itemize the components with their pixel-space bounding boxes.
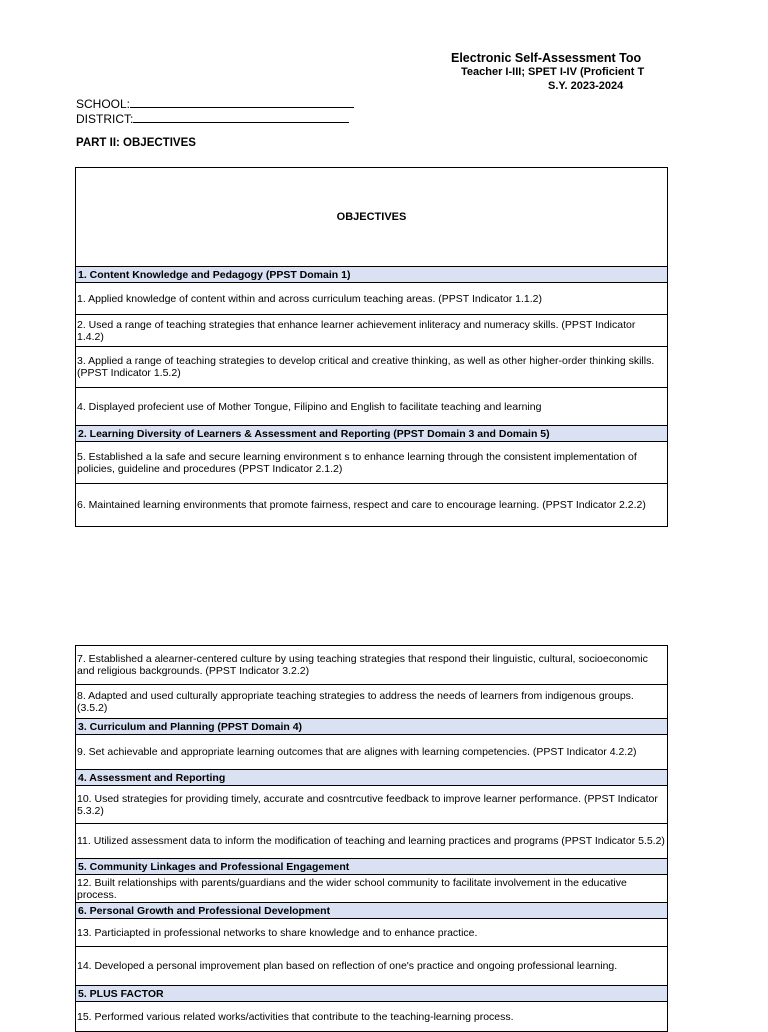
document-subtitle: Teacher I-III; SPET I-IV (Proficient T — [461, 66, 645, 78]
domain-heading-row: 2. Learning Diversity of Learners & Assessment and Reporting (PPST Domain 3 and Domain 5) — [76, 426, 667, 442]
district-label: DISTRICT: — [76, 112, 134, 126]
objective-row: 1. Applied knowledge of content within and across curriculum teaching areas. (PPST Indicator 1.1.2) — [76, 283, 667, 315]
objectives-table-page-2 — [75, 645, 668, 1032]
objective-row: 10. Used strategies for providing timely, accurate and cosntrcutive feedback to improve learner performance. (PPST Indicator 5.3.2) — [76, 786, 667, 824]
objective-row: 5. Established a la safe and secure learning environment s to enhance learning through the consistent implementation of policies, guideline and procedures (PPST Indicator 2.1.2) — [76, 442, 667, 484]
domain-heading-row: 6. Personal Growth and Professional Development — [76, 903, 667, 919]
school-blank-line[interactable] — [130, 96, 354, 108]
domain-heading-row: 1. Content Knowledge and Pedagogy (PPST Domain 1) — [76, 267, 667, 283]
objective-row: 13. Particiapted in professional networks to share knowledge and to enhance practice. — [76, 919, 667, 947]
objective-row: 6. Maintained learning environments that promote fairness, respect and care to encourage learning. (PPST Indicator 2.2.2) — [76, 484, 667, 527]
part-title: PART II: OBJECTIVES — [76, 137, 196, 149]
domain-heading-row: 4. Assessment and Reporting — [76, 770, 667, 786]
objective-row: 3. Applied a range of teaching strategies to develop critical and creative thinking, as well as other higher-order thinking skills. (PPST Indicator 1.5.2) — [76, 347, 667, 388]
objective-row: 7. Established a alearner-centered culture by using teaching strategies that respond their linguistic, cultural, socioeconomic and religious backgrounds. (PPST Indicator 3.2.2) — [76, 646, 667, 685]
district-blank-line[interactable] — [133, 111, 349, 123]
domain-heading-row: 3. Curriculum and Planning (PPST Domain 4) — [76, 719, 667, 735]
objective-row: 11. Utilized assessment data to inform the modification of teaching and learning practices and programs (PPST Indicator 5.5.2) — [76, 824, 667, 859]
document-heading — [0, 0, 768, 100]
objective-row: 15. Performed various related works/activities that contribute to the teaching-learning process. — [76, 1002, 667, 1032]
school-field — [76, 96, 354, 111]
objectives-table-page-1 — [75, 167, 668, 527]
domain-heading-row: 5. PLUS FACTOR — [76, 986, 667, 1002]
domain-heading-row: 5. Community Linkages and Professional Engagement — [76, 859, 667, 875]
objectives-header: OBJECTIVES — [76, 168, 667, 267]
district-field — [76, 111, 349, 126]
objective-row: 9. Set achievable and appropriate learning outcomes that are alignes with learning competencies. (PPST Indicator 4.2.2) — [76, 735, 667, 770]
objective-row: 14. Developed a personal improvement plan based on reflection of one's practice and ongoing professional learning. — [76, 947, 667, 986]
objective-row: 2. Used a range of teaching strategies that enhance learner achievement inliteracy and numeracy skills. (PPST Indicator 1.4.2) — [76, 315, 667, 347]
objective-row: 4. Displayed profecient use of Mother Tongue, Filipino and English to facilitate teaching and learning — [76, 388, 667, 426]
objective-row: 8. Adapted and used culturally appropriate teaching strategies to address the needs of learners from indigenous groups. (3.5.2) — [76, 685, 667, 719]
school-year: S.Y. 2023-2024 — [548, 80, 624, 92]
objective-row: 12. Built relationships with parents/guardians and the wider school community to facilitate involvement in the educative process. — [76, 875, 667, 903]
document-title: Electronic Self-Assessment Too — [451, 51, 642, 65]
school-label: SCHOOL: — [76, 97, 131, 111]
